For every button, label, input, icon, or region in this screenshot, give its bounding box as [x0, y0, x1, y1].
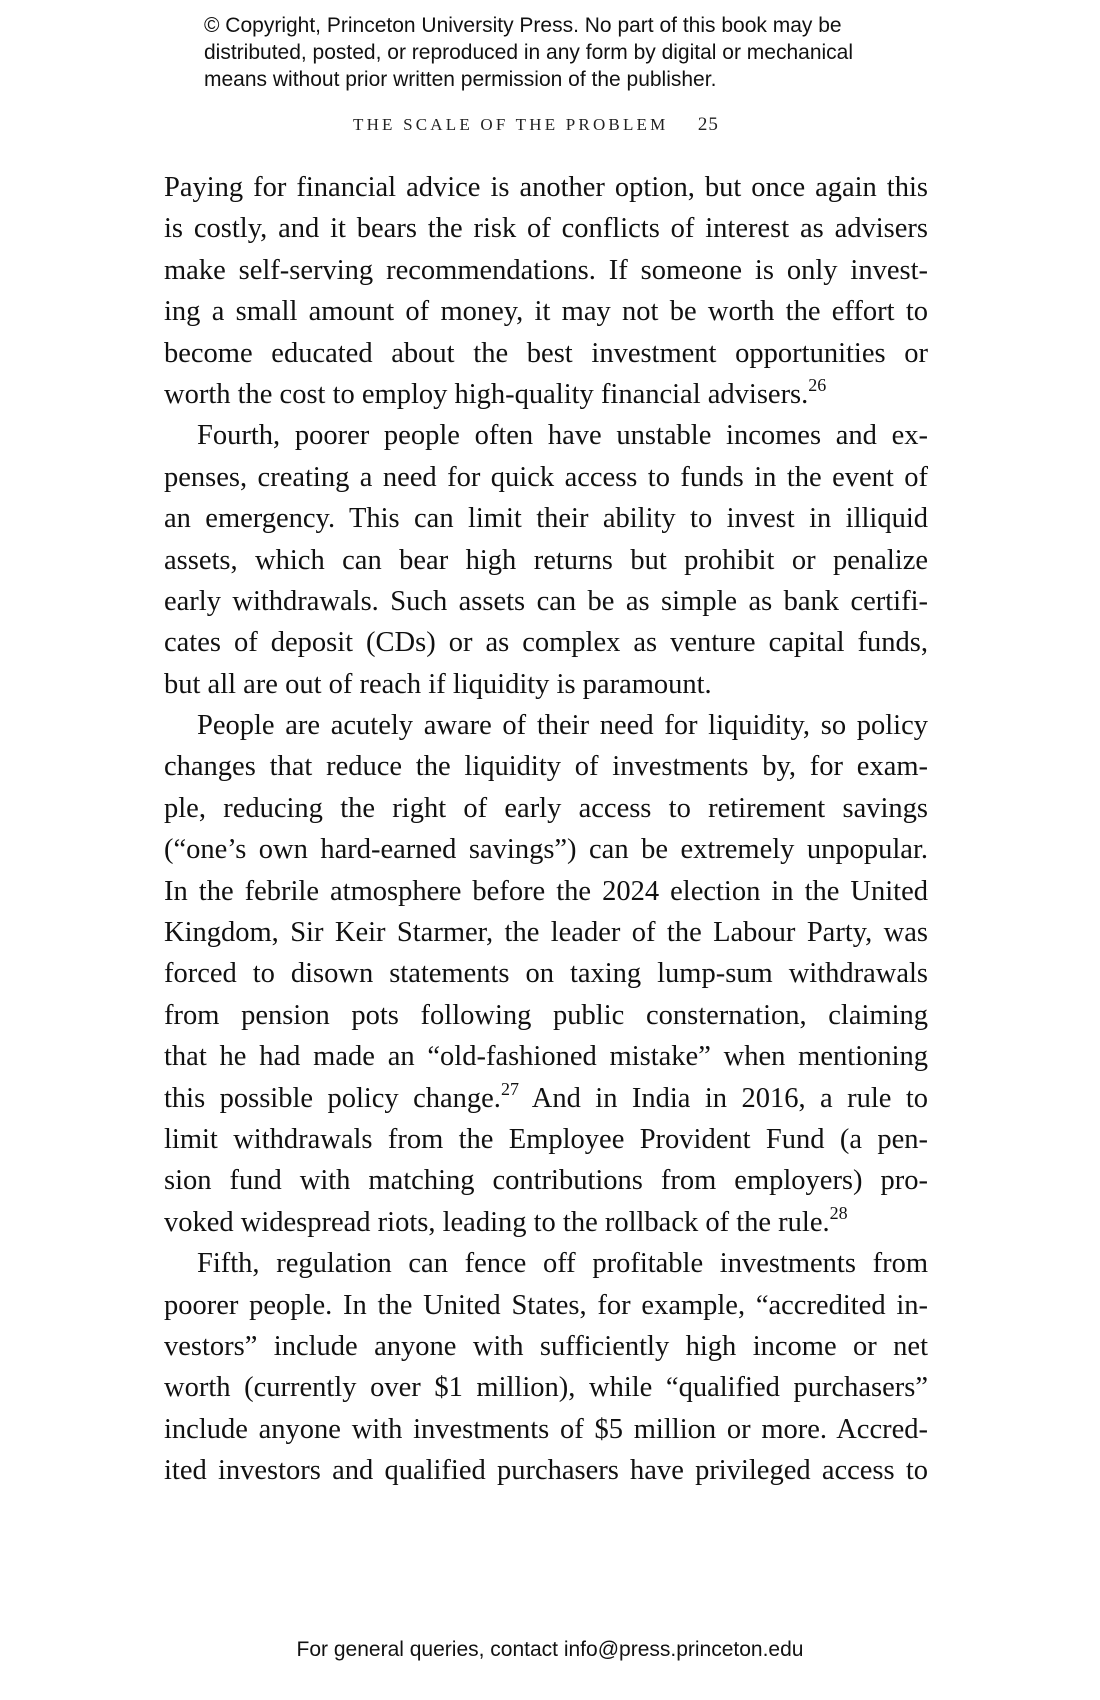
paragraph	[164, 167, 928, 415]
text-line: that he had made an “old-fashioned mistake” when mentioning	[164, 1041, 928, 1073]
text-line: ing a small amount of money, it may not be worth the effort to	[164, 296, 928, 328]
text-line: from pension pots following public consternation, claiming	[164, 999, 928, 1031]
text-line: People are acutely aware of their need for liquidity, so policy	[197, 710, 928, 742]
copyright-notice	[204, 12, 924, 93]
running-head-title: THE SCALE OF THE PROBLEM	[353, 115, 669, 134]
text-line: Fourth, poorer people often have unstable incomes and ex-	[197, 420, 928, 452]
text-line: early withdrawals. Such assets can be as simple as bank certifi-	[164, 585, 928, 617]
text-line: include anyone with investments of $5 million or more. Accred-	[164, 1413, 928, 1445]
paragraph	[164, 705, 928, 1243]
copyright-line: distributed, posted, or reproduced in any form by digital or mechanical	[204, 41, 854, 64]
text-line: Paying for financial advice is another option, but once again this	[164, 172, 928, 203]
text-line: ited investors and qualified purchasers have privileged access to	[164, 1455, 928, 1487]
text-line: sion fund with matching contributions from employers) pro-	[164, 1165, 928, 1197]
copyright-line: means without prior written permission of the publisher.	[204, 68, 717, 91]
text-line	[164, 374, 928, 415]
text-line: make self-serving recommendations. If someone is only invest-	[164, 254, 928, 286]
text-line: poorer people. In the United States, for example, “accredited in-	[164, 1289, 928, 1321]
text-line: Kingdom, Sir Keir Starmer, the leader of the Labour Party, was	[164, 917, 928, 949]
text-line: limit withdrawals from the Employee Provident Fund (a pen-	[164, 1123, 928, 1155]
copyright-line: © Copyright, Princeton University Press. No part of this book may be	[204, 14, 842, 37]
text-line: but all are out of reach if liquidity is paramount.	[164, 668, 712, 700]
text-run: worth the cost to employ high-quality financial advisers.	[164, 378, 809, 410]
text-line: changes that reduce the liquidity of investments by, for exam-	[164, 751, 928, 783]
text-line	[164, 1202, 928, 1243]
text-line: worth (currently over $1 million), while “qualified purchasers”	[164, 1372, 928, 1404]
paragraph	[164, 1243, 928, 1491]
text-line: is costly, and it bears the risk of conflicts of interest as advisers	[164, 213, 928, 245]
text-run: And in India in 2016, a rule to	[518, 1082, 929, 1114]
text-line: penses, creating a need for quick access to funds in the event of	[164, 461, 928, 493]
footer-contact: For general queries, contact info@press.princeton.edu	[296, 1638, 804, 1661]
page-number: 25	[697, 114, 719, 135]
text-run: voked widespread riots, leading to the rollback of the rule.	[164, 1206, 830, 1238]
text-line: (“one’s own hard-earned savings”) can be extremely unpopular.	[164, 834, 928, 866]
footnote-reference[interactable]: 26	[808, 374, 827, 395]
text-line: Fifth, regulation can fence off profitable investments from	[197, 1248, 928, 1280]
text-line: In the febrile atmosphere before the 2024 election in the United	[164, 875, 928, 907]
paragraph	[164, 415, 928, 705]
footnote-reference[interactable]: 28	[829, 1202, 848, 1223]
footnote-reference[interactable]: 27	[500, 1078, 519, 1099]
text-line: become educated about the best investment opportunities or	[164, 337, 928, 369]
text-line: vestors” include anyone with sufficiently high income or net	[164, 1330, 928, 1362]
text-run: this possible policy change.	[164, 1082, 501, 1114]
text-line: cates of deposit (CDs) or as complex as venture capital funds,	[164, 627, 928, 659]
text-line	[164, 1078, 928, 1119]
text-line: assets, which can bear high returns but prohibit or penalize	[164, 544, 928, 576]
text-line: forced to disown statements on taxing lump-sum withdrawals	[164, 958, 928, 990]
text-line: an emergency. This can limit their ability to invest in illiquid	[164, 503, 928, 535]
body-text	[164, 167, 928, 1492]
running-head	[353, 114, 719, 136]
text-line: ple, reducing the right of early access to retirement savings	[164, 792, 928, 824]
